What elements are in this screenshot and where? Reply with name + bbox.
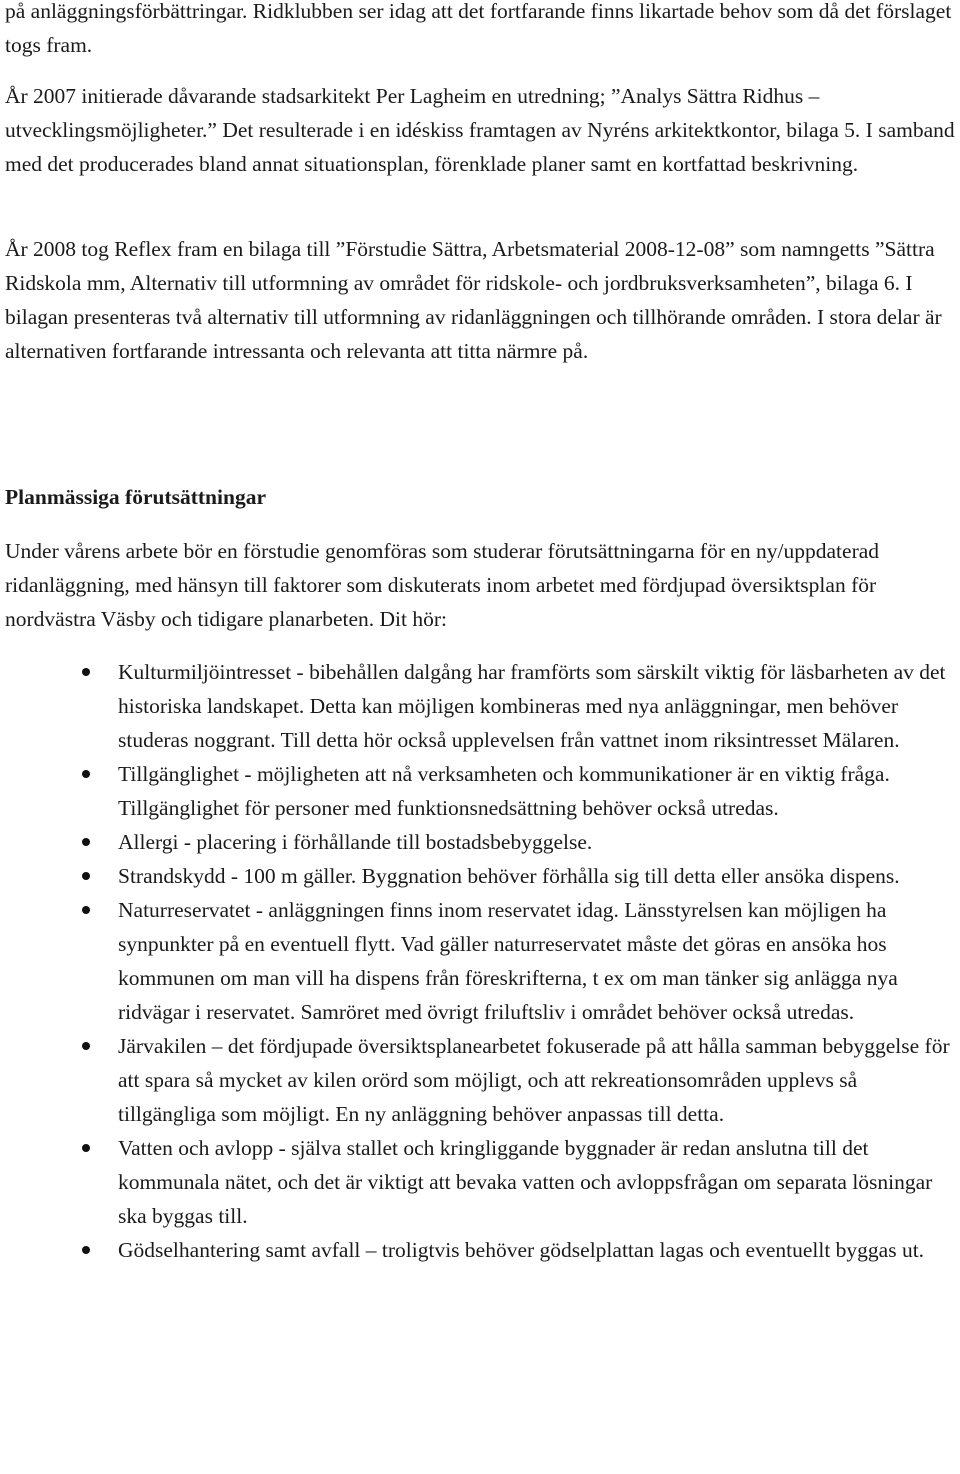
bullet-icon — [82, 1042, 90, 1050]
list-item-text: Tillgänglighet - möjligheten att nå verksamheten och kommunikationer är en viktig fråga. Tillgänglighet för personer med funktionsnedsättning behöver också utredas. — [118, 762, 890, 820]
bullet-icon — [82, 1246, 90, 1254]
bullet-icon — [82, 770, 90, 778]
list-item-text: Kulturmiljöintresset - bibehållen dalgång har framförts som särskilt viktig för läsbarheten av det historiska landskapet. Detta kan möjligen kombineras med nya anläggningar, men behöver studeras noggrant. Till detta hör också upplevelsen från vattnet inom riksintresset Mälaren. — [118, 660, 946, 752]
list-item — [5, 1029, 960, 1131]
list-item — [5, 825, 960, 859]
paragraph-continuation: på anläggningsförbättringar. Ridklubben ser idag att det fortfarande finns likartade behov som då det förslaget togs fram. — [5, 0, 952, 57]
paragraph-2007-study: År 2007 initierade dåvarande stadsarkitekt Per Lagheim en utredning; ”Analys Sättra Ridhus – utvecklingsmöjligheter.” Det resulterade i en idéskiss framtagen av Nyréns arkitektkontor, bilaga 5. I samband med det producerades bland annat situationsplan, förenklade planer samt en kortfattad beskrivning. — [5, 84, 955, 176]
list-item-text: Järvakilen – det fördjupade översiktsplanearbetet fokuserade på att hålla samman bebyggelse för att spara så mycket av kilen orörd som möjligt, och att rekreationsområden upplevs så tillgängliga som möjligt. En ny anläggning behöver anpassas till detta. — [118, 1034, 950, 1126]
section-heading: Planmässiga förutsättningar — [5, 485, 266, 509]
list-item — [5, 893, 960, 1029]
list-item — [5, 757, 960, 825]
list-item-text: Strandskydd - 100 m gäller. Byggnation behöver förhålla sig till detta eller ansöka dispens. — [118, 864, 900, 888]
list-item — [5, 859, 960, 893]
bullet-list — [5, 655, 960, 1267]
list-item — [5, 655, 960, 757]
bullet-icon — [82, 838, 90, 846]
list-item-text: Vatten och avlopp - själva stallet och kringliggande byggnader är redan anslutna till det kommunala nätet, och det är viktigt att bevaka vatten och avloppsfrågan om separata lösningar ska byggas till. — [118, 1136, 933, 1228]
section-intro: Under vårens arbete bör en förstudie genomföras som studerar förutsättningarna för en ny/uppdaterad ridanläggning, med hänsyn till faktorer som diskuterats inom arbetet med fördjupad översiktsplan för nordvästra Väsby och tidigare planarbeten. Dit hör: — [5, 539, 880, 631]
paragraph-2008-study: År 2008 tog Reflex fram en bilaga till ”Förstudie Sättra, Arbetsmaterial 2008-12-08” som namngetts ”Sättra Ridskola mm, Alternativ till utformning av området för ridskole- och jordbruksverksamheten”, bilaga 6. I bilagan presenteras två alternativ till utformning av ridanläggningen och tillhörande områden. I stora delar är alternativen fortfarande intressanta och relevanta att titta närmre på. — [5, 237, 942, 363]
bullet-icon — [82, 906, 90, 914]
bullet-icon — [82, 872, 90, 880]
list-item-text: Allergi - placering i förhållande till bostadsbebyggelse. — [118, 830, 593, 854]
bullet-icon — [82, 1144, 90, 1152]
list-item-text: Gödselhantering samt avfall – troligtvis behöver gödselplattan lagas och eventuellt byggas ut. — [118, 1238, 925, 1262]
bullet-icon — [82, 668, 90, 676]
list-item-text: Naturreservatet - anläggningen finns inom reservatet idag. Länsstyrelsen kan möjligen ha synpunkter på en eventuell flytt. Vad gäller naturreservatet måste det göras en ansöka hos kommunen om man vill ha dispens från föreskrifterna, t ex om man tänker sig anlägga nya ridvägar i reservatet. Samröret med övrigt friluftsliv i området behöver också utredas. — [118, 898, 898, 1024]
list-item — [5, 1131, 960, 1233]
list-item — [5, 1233, 960, 1267]
